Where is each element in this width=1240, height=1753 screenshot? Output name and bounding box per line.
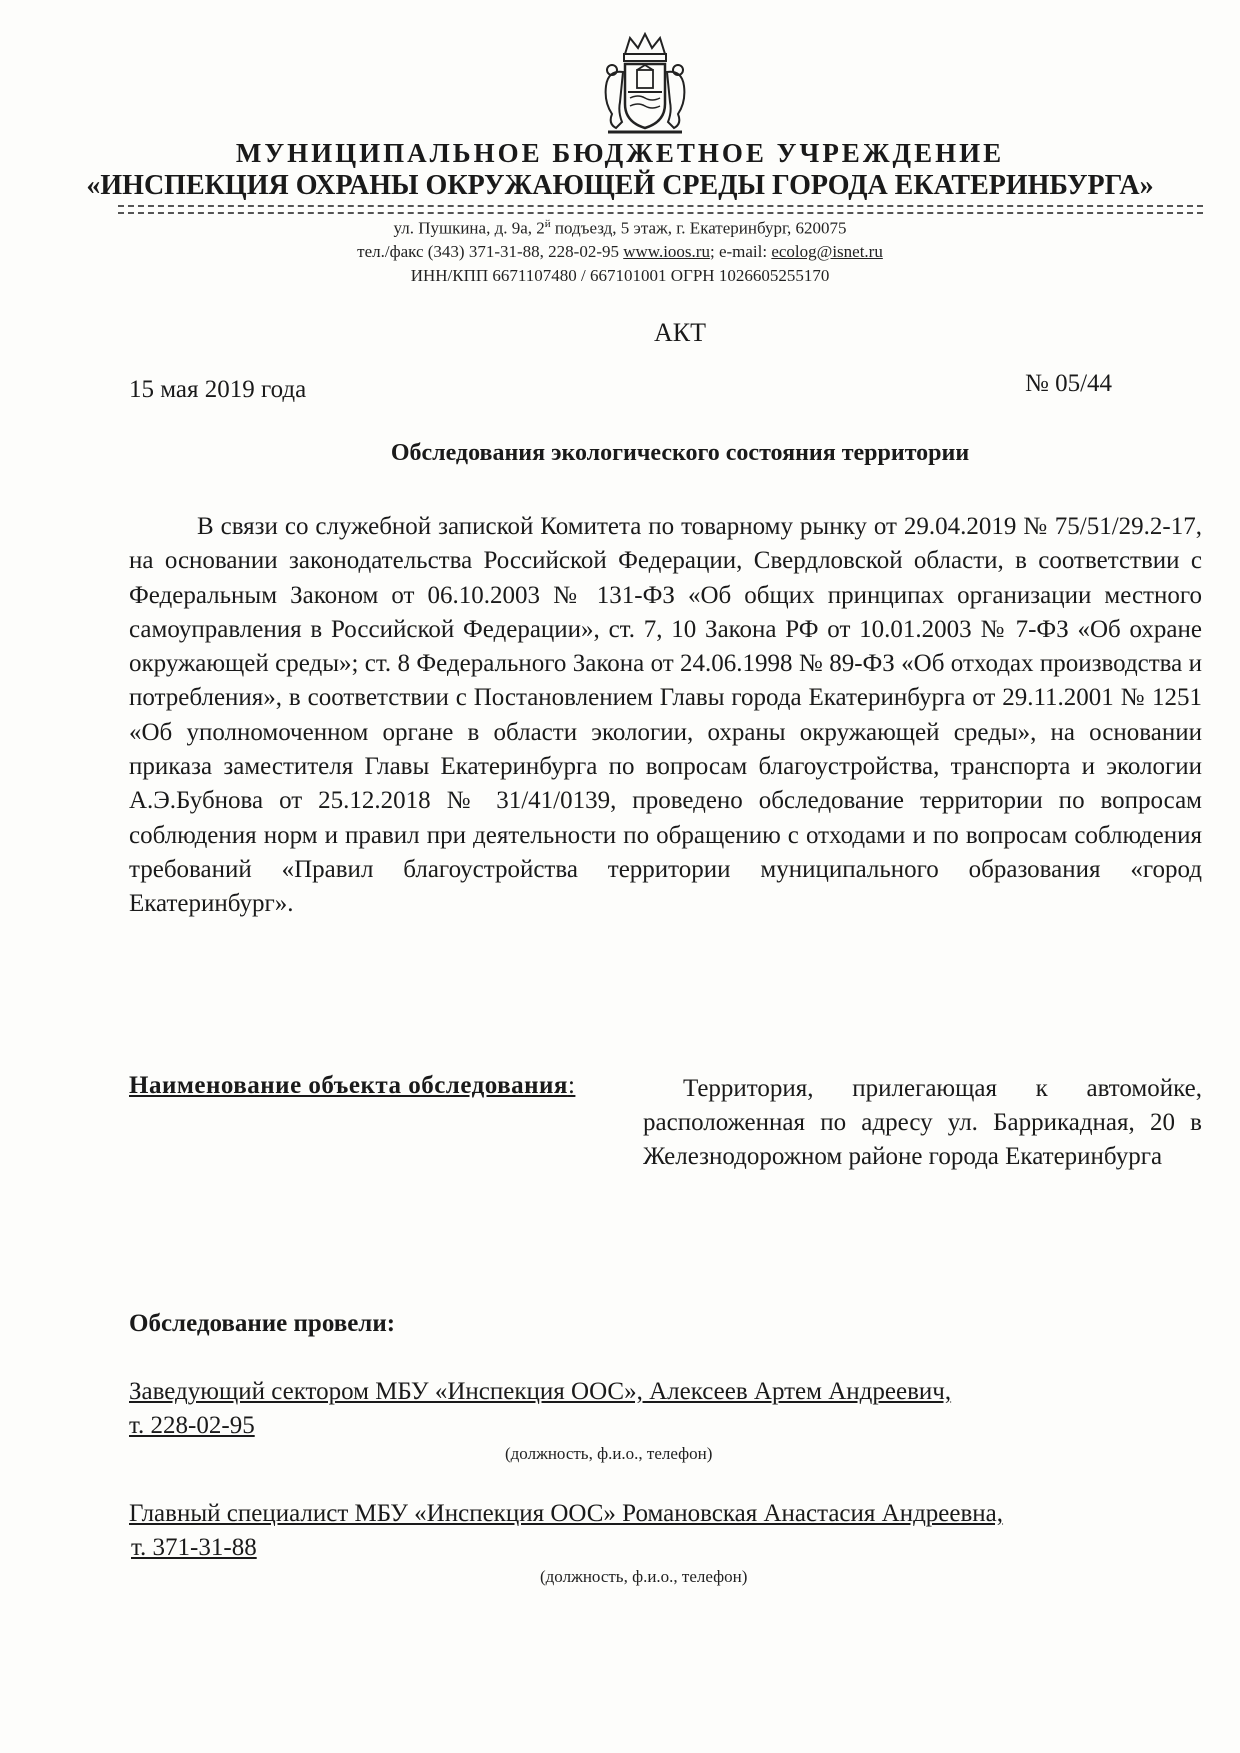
object-label: Наименование объекта обследования: [129, 1072, 576, 1099]
inspector-1-line1: Заведующий сектором МБУ «Инспекция ООС», Алексеев Артем Андреевич, [129, 1378, 952, 1405]
act-subject: Обследования экологического состояния территории [390, 440, 970, 466]
email-link[interactable]: ecolog@isnet.ru [771, 242, 883, 261]
website-link[interactable]: www.ioos.ru [623, 242, 710, 261]
object-value: Территория, прилегающая к автомойке, расположенная по адресу ул. Баррикадная, 20 в Железнодорожном районе города Екатеринбурга [643, 1075, 1202, 1170]
header-divider [118, 205, 1203, 214]
act-body-paragraph: В связи со служебной запиской Комитета по товарному рынку от 29.04.2019 № 75/51/29.2-17, на основании законодательства Российской Федерации, Свердловской области, в соответствии с Федеральным Законом от 06.10.2003 № 131-ФЗ «Об общих принципах организации местного самоуправления в Российской Федерации», ст. 7, 10 Закона РФ от 10.01.2003 № 7-ФЗ «Об охране окружающей среды»; ст. 8 Федерального Закона от 24.06.1998 № 89-ФЗ «Об отходах производства и потребления», в соответствии с Постановлением Главы города Екатеринбурга от 29.11.2001 № 1251 «Об уполномоченном органе в области экологии, охраны окружающей среды», на основании приказа заместителя Главы Екатеринбурга по вопросам благоустройства, транспорта и экологии А.Э.Бубнова от 25.12.2018 № 31/41/0139, проведено обследование территории по вопросам соблюдения норм и правил при деятельности по обращению с отходами и по вопросам соблюдения требований «Правил благоустройства территории муниципального образования «город Екатеринбург». [129, 513, 1202, 918]
org-address: ул. Пушкина, д. 9а, $2^й$ подъезд, 5 этаж, г. Екатеринбург, 620075 [393, 218, 847, 238]
coat-of-arms-icon [590, 32, 700, 142]
act-date: 15 мая 2019 года [129, 376, 307, 403]
org-ids: ИНН/КПП 6671107480 / 667101001 ОГРН 1026605255170 [410, 266, 830, 285]
inspector-2-line1: Главный специалист МБУ «Инспекция ООС» Романовская Анастасия Андреевна, [129, 1500, 1004, 1527]
inspector-1-caption: (должность, ф.и.о., телефон) [505, 1444, 713, 1463]
org-contacts: тел./факс (343) 371-31-88, 228-02-95 www.ioos.ru; e-mail: ecolog@isnet.ru [357, 242, 883, 261]
act-title: АКТ [654, 318, 706, 347]
act-number: № 05/44 [1025, 370, 1113, 397]
inspectors-title: Обследование провели: [129, 1310, 396, 1337]
inspector-2-caption: (должность, ф.и.о., телефон) [540, 1567, 748, 1586]
org-name-line2: «ИНСПЕКЦИЯ ОХРАНЫ ОКРУЖАЮЩЕЙ СРЕДЫ ГОРОДА ЕКАТЕРИНБУРГА» [86, 170, 1154, 201]
org-name-line1: МУНИЦИПАЛЬНОЕ БЮДЖЕТНОЕ УЧРЕЖДЕНИЕ [235, 138, 1005, 168]
inspector-1-line2: т. 228-02-95 [129, 1412, 255, 1439]
inspector-2-line2: т. 371-31-88 [131, 1534, 257, 1561]
